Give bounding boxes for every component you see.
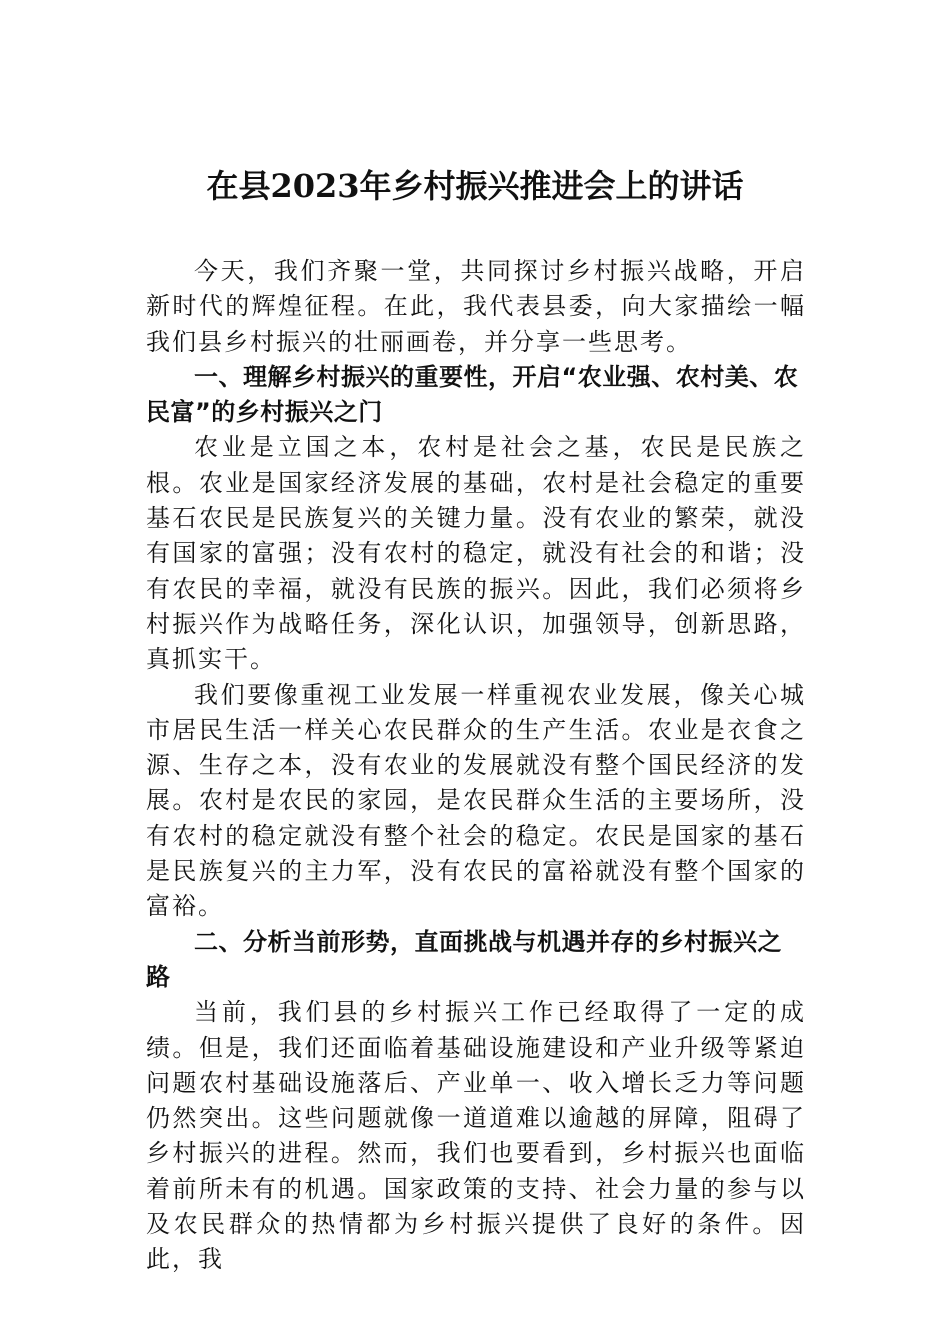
paragraph-2: 我们要像重视工业发展一样重视农业发展，像关心城市居民生活一样关心农民群众的生产生活。农业是衣食之源、生存之本，没有农业的发展就没有整个国民经济的发展。农村是农民的家园，是农民群众生活的主要场所，没有农村的稳定就没有整个社会的稳定。农民是国家的基石是民族复兴的主力军，没有农民的富裕就没有整个国家的富裕。 <box>146 680 806 921</box>
document-title: 在县2023年乡村振兴推进会上的讲话 <box>206 167 744 205</box>
section-heading-2: 二、分析当前形势，直面挑战与机遇并存的乡村振兴之路 <box>146 927 782 991</box>
paragraph-1: 农业是立国之本，农村是社会之基，农民是民族之根。农业是国家经济发展的基础，农村是社会稳定的重要基石农民是民族复兴的关键力量。没有农业的繁荣，就没有国家的富强；没有农村的稳定，就没有社会的和谐；没有农民的幸福，就没有民族的振兴。因此，我们必须将乡村振兴作为战略任务，深化认识，加强领导，创新思路，真抓实干。 <box>146 433 806 674</box>
paragraph-3: 当前，我们县的乡村振兴工作已经取得了一定的成绩。但是，我们还面临着基础设施建设和产业升级等紧迫问题农村基础设施落后、产业单一、收入增长乏力等问题仍然突出。这些问题就像一道道难以逾越的屏障，阻碍了乡村振兴的进程。然而，我们也要看到，乡村振兴也面临着前所未有的机遇。国家政策的支持、社会力量的参与以及农民群众的热情都为乡村振兴提供了良好的条件。因此，我 <box>146 998 806 1274</box>
document-body <box>146 254 806 1278</box>
paragraph-intro: 今天，我们齐聚一堂，共同探讨乡村振兴战略，开启新时代的辉煌征程。在此，我代表县委，向大家描绘一幅我们县乡村振兴的壮丽画卷，并分享一些思考。 <box>146 257 806 356</box>
section-heading-1: 一、理解乡村振兴的重要性，开启“农业强、农村美、农民富”的乡村振兴之门 <box>146 362 799 427</box>
